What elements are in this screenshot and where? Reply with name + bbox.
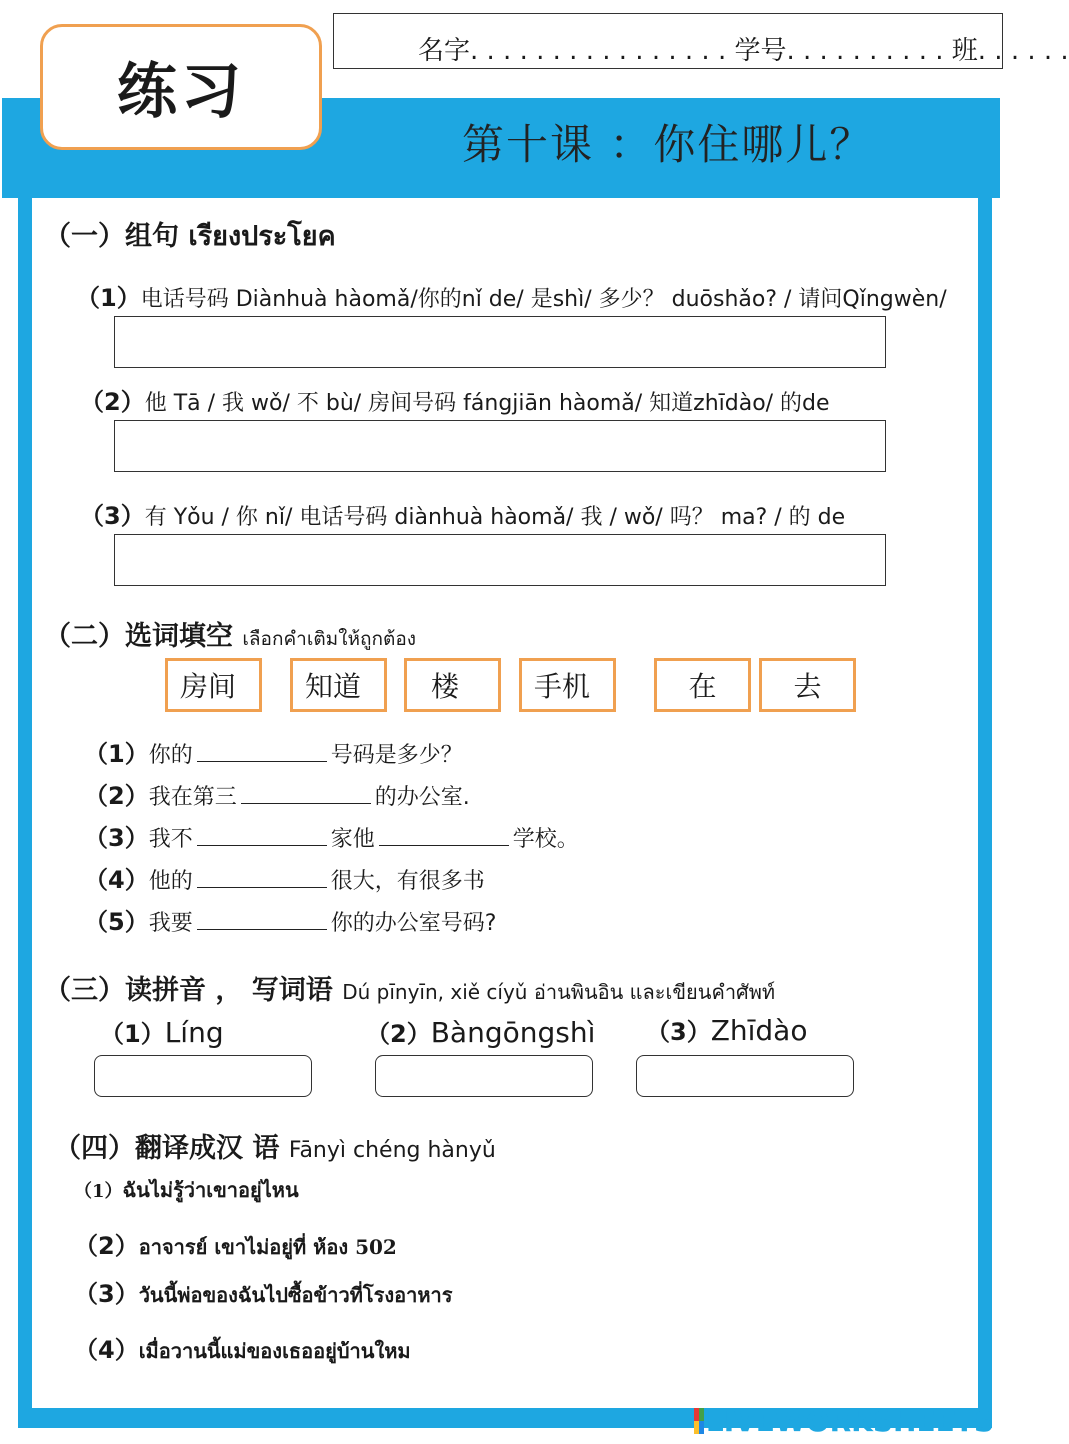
s2-item-3	[84, 818, 579, 853]
s3-item-2-num: （2）	[366, 1020, 431, 1048]
logo-square-blue	[699, 1421, 704, 1434]
s4-item-2-num: （2）	[74, 1232, 139, 1260]
section4-heading-extra: Fānyì chéng hànyǔ	[288, 1138, 496, 1163]
s2-item-4	[84, 860, 485, 895]
word-option-2[interactable]: 知道	[290, 658, 387, 712]
s2-item-1-before: 你的	[148, 743, 193, 768]
s3-answer-2[interactable]	[375, 1055, 593, 1097]
s3-item-1-num: （1）	[100, 1020, 165, 1048]
s2-item-5-num: （5）	[84, 908, 149, 936]
s1-answer-1[interactable]	[114, 316, 886, 368]
s2-item-4-num: （4）	[84, 866, 149, 894]
s2-blank-4[interactable]	[197, 867, 327, 888]
s3-item-2	[366, 1014, 595, 1049]
s1-item-1-text: 电话号码 Diànhuà hàomǎ/你的nǐ de/ 是shì/ 多少？ duōshǎo? / 请问Qǐngwèn/	[140, 287, 947, 312]
logo-text: LIVEWORKSHEETS	[705, 1404, 994, 1438]
s2-item-3-after: 学校。	[512, 827, 579, 852]
word-option-1[interactable]: 房间	[165, 658, 262, 712]
s2-item-4-after: 很大，有很多书	[330, 869, 485, 894]
section2-heading	[44, 614, 416, 654]
s1-item-3-num: （3）	[80, 502, 145, 530]
s2-item-1-after: 号码是多少？	[330, 743, 463, 768]
section4-heading-text: （四）翻译成汉 语	[54, 1133, 280, 1164]
s4-item-3	[74, 1274, 453, 1311]
section3-heading	[44, 968, 775, 1008]
page-title: 练习	[40, 24, 322, 150]
s1-item-1	[76, 278, 947, 313]
s2-item-3-middle: 家他	[330, 827, 375, 852]
s4-item-1	[74, 1174, 299, 1206]
section4-heading	[54, 1126, 496, 1165]
s1-item-2-text: 他 Tā / 我 wǒ/ 不 bù/ 房间号码 fángjiān hàomǎ/ 知道zhīdào/ 的de	[144, 391, 830, 416]
s2-blank-3a[interactable]	[197, 825, 327, 846]
s2-item-3-before: 我不	[148, 827, 193, 852]
s2-item-1	[84, 734, 463, 769]
word-option-4[interactable]: 手机	[519, 658, 616, 712]
s4-item-4	[74, 1330, 411, 1367]
s1-answer-2[interactable]	[114, 420, 886, 472]
s2-blank-5[interactable]	[197, 909, 327, 930]
s1-item-3	[80, 496, 845, 531]
frame-left	[18, 196, 32, 1428]
s2-item-4-before: 他的	[148, 869, 193, 894]
s4-item-3-text: วันนี้พ่อของฉันไปซื้อข้าวที่โรงอาหาร	[138, 1283, 453, 1307]
frame-right	[978, 196, 992, 1428]
section2-heading-thai: เลือกคำเติมให้ถูกต้อง	[242, 628, 417, 650]
liveworksheets-logo[interactable]	[694, 1404, 994, 1438]
s1-answer-3[interactable]	[114, 534, 886, 586]
s4-item-4-num: （4）	[74, 1336, 139, 1364]
s2-item-1-num: （1）	[84, 740, 149, 768]
s4-item-1-num: （1）	[74, 1181, 123, 1202]
s1-item-2-num: （2）	[80, 388, 145, 416]
s3-item-1-text: Líng	[164, 1016, 224, 1049]
s4-item-2	[74, 1226, 397, 1263]
section2-heading-text: （二）选词填空	[44, 621, 233, 652]
s4-item-2-text: อาจารย์ เขาไม่อยู่ที่ ห้อง 502	[138, 1235, 397, 1259]
student-info-field[interactable]: 名字. . . . . . . . . . . . . . . . 学号. . . . . . . . . . 班. . . . . .	[333, 13, 1003, 69]
s2-item-2-before: 我在第三	[148, 785, 237, 810]
s2-blank-2[interactable]	[241, 783, 371, 804]
word-option-5[interactable]: 在	[654, 658, 751, 712]
s1-item-3-text: 有 Yǒu / 你 nǐ/ 电话号码 diànhuà hàomǎ/ 我 / wǒ/ 吗？ ma? / 的 de	[144, 505, 846, 530]
word-option-3[interactable]: 楼	[404, 658, 501, 712]
s4-item-1-text: ฉันไม่รู้ว่าเขาอยู่ไหน	[122, 1178, 299, 1202]
s2-item-5	[84, 902, 496, 937]
s1-item-2	[80, 382, 830, 417]
s4-item-4-text: เมื่อวานนี้แม่ของเธออยู่บ้านใหม	[138, 1339, 411, 1363]
section1-heading: （一）组句 เรียงประโยค	[44, 221, 336, 252]
section3-heading-extra: Dú pīnyīn, xiě cíyǔ อ่านพินอิน และเขียนคำศัพท์	[342, 980, 776, 1004]
logo-badge-icon	[694, 1408, 704, 1434]
section3-heading-text: （三）读拼音 ， 写词语	[44, 975, 333, 1006]
s2-item-2-num: （2）	[84, 782, 149, 810]
s2-item-5-after: 你的办公室号码?	[330, 911, 497, 936]
word-option-6[interactable]: 去	[759, 658, 856, 712]
s3-item-3-text: Zhīdào	[710, 1014, 808, 1047]
s2-item-2-after: 的办公室.	[374, 785, 470, 810]
s4-item-3-num: （3）	[74, 1280, 139, 1308]
s3-item-1	[100, 1014, 224, 1049]
lesson-title: 第十课 ：你住哪儿？	[462, 120, 874, 169]
s3-answer-3[interactable]	[636, 1055, 854, 1097]
s2-blank-1[interactable]	[197, 741, 327, 762]
s3-item-2-text: Bàngōngshì	[430, 1016, 596, 1049]
s1-item-1-num: （1）	[76, 284, 141, 312]
s3-item-3	[646, 1012, 807, 1047]
s3-answer-1[interactable]	[94, 1055, 312, 1097]
s2-item-2	[84, 776, 470, 811]
s2-item-5-before: 我要	[148, 911, 193, 936]
s2-blank-3b[interactable]	[379, 825, 509, 846]
s3-item-3-num: （3）	[646, 1018, 711, 1046]
logo-square-green	[699, 1408, 704, 1421]
s2-item-3-num: （3）	[84, 824, 149, 852]
